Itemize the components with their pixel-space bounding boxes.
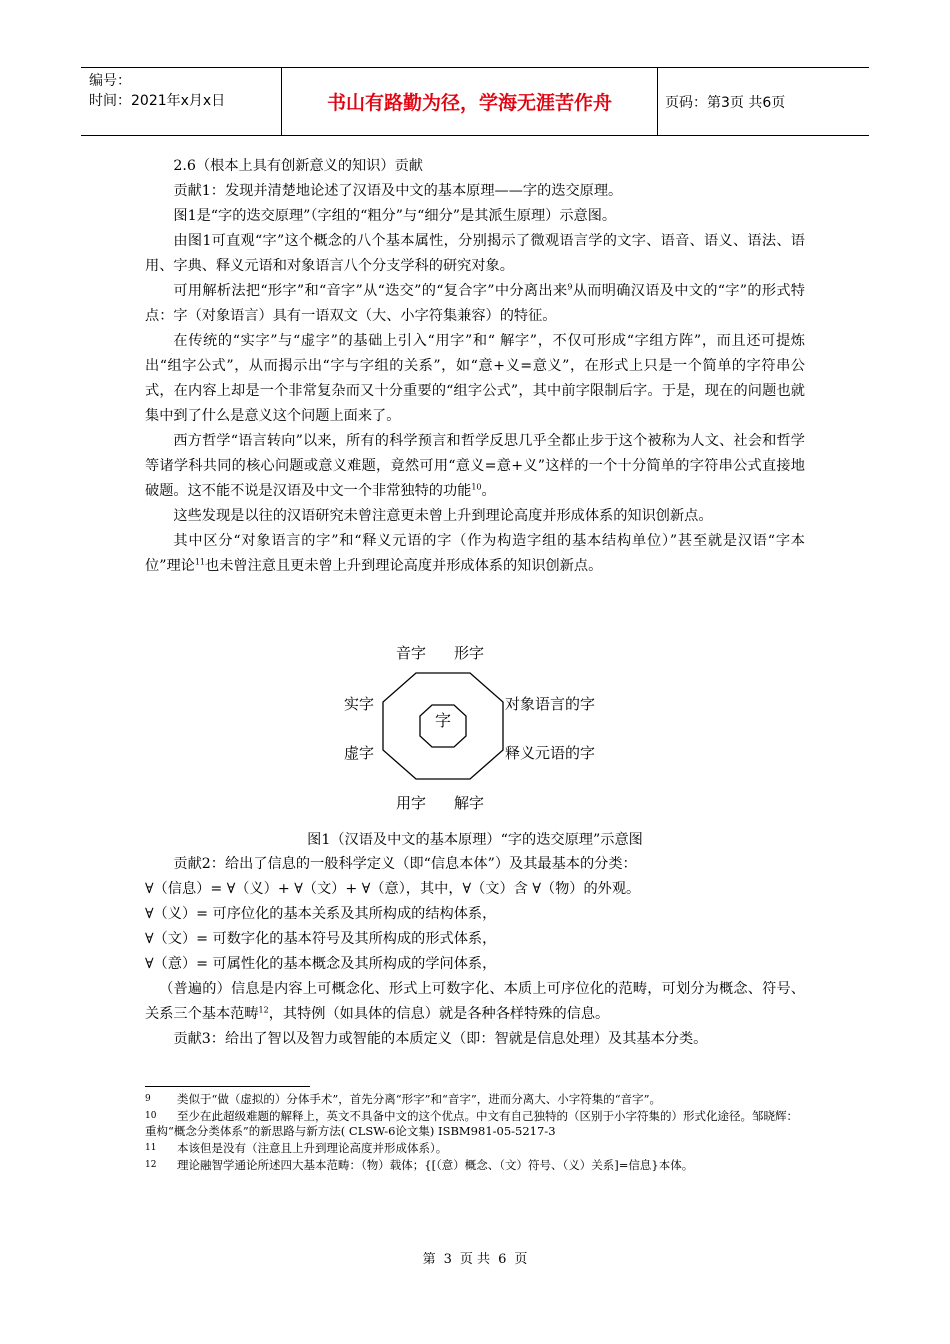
paragraph-text: （普遍的）信息是内容上可概念化、形式上可数字化、本质上可序位化的范畴，可划分为概念、符号、关系三个基本范畴 [145,981,805,1022]
section-title: 2.6（根本上具有创新意义的知识）贡献 [173,158,423,174]
paragraph: 贡献3：给出了智以及智力或智能的本质定义（即：智就是信息处理）及其基本分类。 [173,1031,708,1047]
paragraph [145,529,805,579]
footnote-number: 10 [145,1111,157,1121]
paragraph: 图1是“字的迭交原理”（字组的“粗分”与“细分”是其派生原理）示意图。 [173,208,617,224]
footnote-text: 本该但是没有（注意且上升到理论高度并形成体系）。 [177,1141,448,1155]
figure-label-xuzi: 虚字 [344,744,375,762]
paragraph-text: 也未曾注意且更未曾上升到理论高度并形成体系的知识创新点。 [205,558,603,574]
footnote-ref: 11 [194,557,206,567]
footnote-ref: 12 [258,1005,269,1015]
footnote-item [145,1141,805,1156]
paragraph: 贡献2：给出了信息的一般科学定义（即“信息本体”）及其最基本的分类： [173,856,637,872]
footnote-ref: 10 [471,482,482,492]
formula-line: ∀（信息）= ∀（义）+ ∀（文）+ ∀（意），其中，∀（文）含 ∀（物）的外观。 [145,881,641,897]
figure-label-jiezi: 解字 [454,794,485,812]
paragraph: 这些发现是以往的汉语研究未曾注意更未曾上升到理论高度并形成体系的知识创新点。 [173,508,713,524]
page-footer [0,1248,950,1267]
paragraph-text: ，其特例（如具体的信息）就是各种各样特殊的信息。 [268,1006,610,1022]
footnote-ref: 9 [567,282,573,292]
figure-center-label: 字 [434,711,451,730]
footnote-text: 类似于“做（虚拟的）分体手术”，首先分离“形字”和“音字”，进而分离大、小字符集的“音字”。 [177,1092,662,1106]
paragraph-text: 从而明确汉语及中文的“字”的形式特点：字（对象语言）具有一语双文（大、小字符集兼容）的特征。 [145,283,805,324]
footnote-text: 理论融智学通论所述四大基本范畴：（物）载体；{[（意）概念、（文）符号、（义）关系]=信息}本体。 [177,1158,694,1172]
header-meta [81,68,281,135]
figure-label-object-language: 对象语言的字 [505,695,596,713]
formula-line: ∀（义）= 可序位化的基本关系及其所构成的结构体系， [145,906,497,922]
body-text-2 [145,852,805,1052]
paragraph-text: 其中区分“对象语言的字”和“释义元语的字（作为构造字组的基本结构单位）”甚至就是汉语“字本位”理论 [145,533,805,574]
footnote-item [145,1092,805,1107]
figure-label-yinzi: 音字 [396,644,427,662]
footer-mid: 页 共 [459,1252,491,1267]
figure-label-xingzi: 形字 [454,644,485,662]
footnote-rule [145,1086,310,1087]
footer-suffix: 页 [514,1252,528,1267]
paragraph: 由图1可直观“字”这个概念的八个基本属性，分别揭示了微观语言学的文字、语音、语义、语法、语用、字典、释义元语和对象语言八个分支学科的研究对象。 [145,233,805,274]
paragraph-text: 西方哲学“语言转向”以来，所有的科学预言和哲学反思几乎全都止步于这个被称为人文、社会和哲学等诸学科共同的核心问题或意义难题，竟然可用“意义=意+义”这样的一个十分简单的字符串公式直接地破题。这不能不说是汉语及中文一个非常独特的功能 [145,433,805,499]
formula-line: ∀（意）= 可属性化的基本概念及其所构成的学问体系， [145,956,497,972]
footnote-number: 12 [145,1160,157,1170]
header-number: 编号： [89,73,131,89]
footnotes [145,1092,805,1175]
header-table [81,67,869,136]
formula-line: ∀（文）= 可数字化的基本符号及其所构成的形式体系， [145,931,497,947]
footnote-text: 至少在此超级难题的解释上，英文不具备中文的这个优点。中文有自己独特的（区别于小字符集的）形式化途径。邹晓辉：重构“概念分类体系”的新思路与新方法( CLSW-6论文集) ISBM981-05-5217-3 [145,1109,798,1138]
paragraph: 在传统的“实字”与“虚字”的基础上引入“用字”和“ 解字”，不仅可形成“字组方阵”，而且还可提炼出“组字公式”，从而揭示出“字与字组的关系”，如“意+义=意义”，在形式上只是一个简单的字符串公式，在内容上却是一个非常复杂而又十分重要的“组字公式”，其中前字限制后字。于是，现在的问题也就集中到了什么是意义这个问题上面来了。 [145,333,805,424]
paragraph-text: 可用解析法把“形字”和“音字”从“迭交”的“复合字”中分离出来 [173,283,568,299]
figure-label-shizi: 实字 [344,695,375,713]
footer-page-number: 3 [443,1252,452,1267]
paragraph [145,429,805,504]
footer-total-pages: 6 [498,1252,507,1267]
paragraph [145,279,805,329]
footnote-number: 11 [145,1143,157,1153]
figure-octagon-diagram [330,630,620,820]
paragraph: 贡献1：发现并清楚地论述了汉语及中文的基本原理——字的迭交原理。 [173,183,623,199]
figure-caption: 图1（汉语及中文的基本原理）“字的迭交原理”示意图 [307,832,643,848]
header-motto: 书山有路勤为径，学海无涯苦作舟 [281,68,658,135]
body-text [145,154,805,579]
paragraph [145,977,805,1027]
figure-label-yongzi: 用字 [396,794,427,812]
footer-prefix: 第 [422,1252,436,1267]
header-time: 时间：2021年x月x日 [89,93,226,109]
figure-label-meta-language: 释义元语的字 [505,744,596,762]
footnote-item [145,1109,805,1139]
footnote-item [145,1158,805,1173]
header-page: 页码：第3页 共6页 [665,94,786,111]
paragraph-text: 。 [481,483,496,499]
footnote-number: 9 [145,1094,151,1104]
